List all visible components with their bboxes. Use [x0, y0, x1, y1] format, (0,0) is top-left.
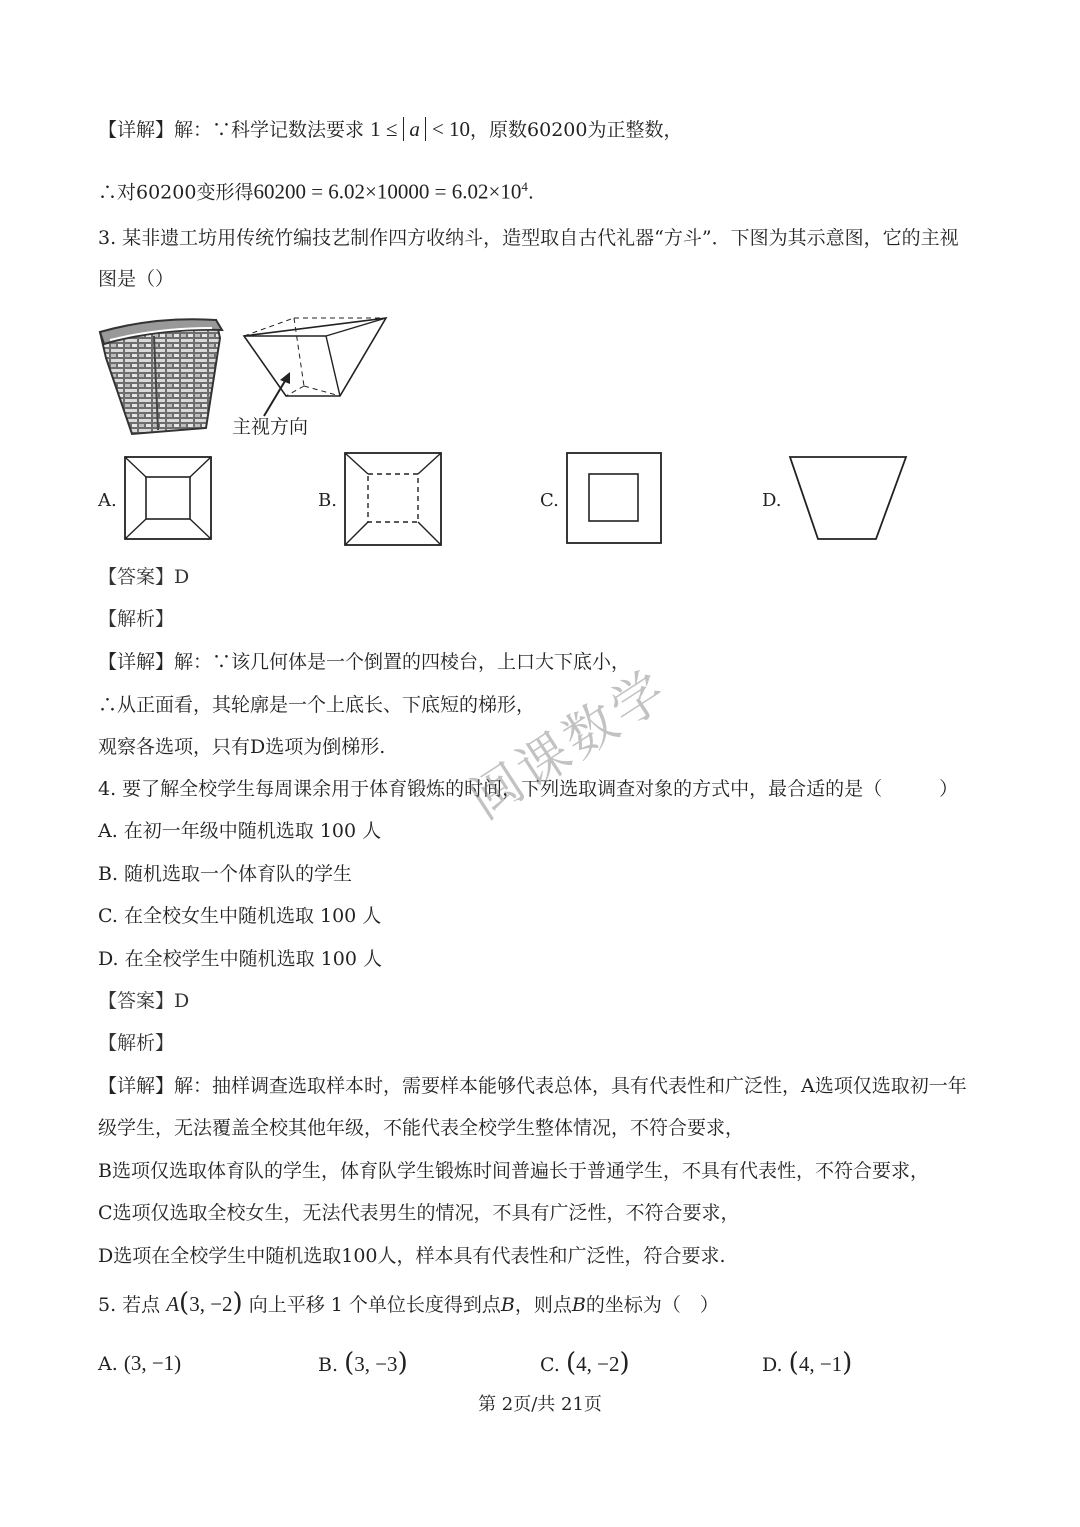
period: . [527, 181, 534, 204]
q3-option-b-label: B. [318, 490, 337, 511]
q3-option-d-figure [788, 455, 908, 541]
q4-detail-line-5: D选项在全校学生中随机选取100人，样本具有代表性和广泛性，符合要求. [98, 1245, 726, 1267]
q5-option-a-label: A. [98, 1353, 118, 1375]
q3-option-c-label: C. [540, 490, 559, 511]
q3-detail-line-1: 【详解】解：∵该几何体是一个倒置的四棱台，上口大下底小， [98, 651, 631, 673]
q3-detail-line-2: ∴从正面看，其轮廓是一个上底长、下底短的梯形， [98, 694, 536, 716]
inequality-right: < 10 [431, 117, 471, 141]
q5-option-b-label: B. [318, 1354, 339, 1376]
detail-text: 解：∵科学记数法要求 [174, 119, 365, 141]
q5-option-d: D. (4, −1) [762, 1348, 853, 1378]
detail-text-2: ，原数60200为正整数， [470, 119, 683, 141]
q5-option-b-value: 3, −3 [354, 1352, 398, 1376]
q3-option-a-label: A. [98, 490, 117, 511]
detail-label: 【详解】 [98, 119, 175, 141]
q4-detail-line-3: B选项仅选取体育队的学生，体育队学生锻炼时间普遍长于普通学生，不具有代表性，不符合要求， [98, 1160, 929, 1182]
point-a-coords: 3, −2 [189, 1292, 233, 1316]
transform-equation: 60200 = 6.02×10000 = 6.02×10 [253, 179, 522, 204]
abs-a: a [403, 117, 426, 141]
prev-detail-line-1 [98, 116, 683, 143]
q5-stem-connector: ，则点 [514, 1294, 572, 1316]
q5-option-d-value: 4, −1 [798, 1352, 843, 1376]
q4-option-c: C. 在全校女生中随机选取 100 人 [98, 905, 382, 927]
q3-analysis: 【解析】 [98, 608, 175, 630]
basket-illustration [96, 308, 228, 436]
q4-analysis: 【解析】 [98, 1032, 175, 1054]
q5-option-b: B. (3, −3) [318, 1348, 408, 1378]
point-b-name: B [500, 1294, 515, 1316]
q3-option-b-figure [344, 452, 442, 546]
q5-option-a: A. (3, −1) [98, 1351, 182, 1375]
point-b-name-2: B [571, 1294, 586, 1316]
q4-option-b: B. 随机选取一个体育队的学生 [98, 863, 353, 885]
q5-option-c: C. (4, −2) [540, 1348, 630, 1378]
q4-detail-line-2: 级学生，无法覆盖全校其他年级，不能代表全校学生整体情况，不符合要求， [98, 1117, 745, 1139]
point-a-name: A [166, 1292, 180, 1316]
q5-option-c-label: C. [540, 1354, 560, 1376]
q3-detail-line-3: 观察各选项，只有D选项为倒梯形. [98, 736, 386, 758]
q3-stem-line-2: 图是（） [98, 268, 175, 290]
q4-detail-line-4: C选项仅选取全校女生，无法代表男生的情况，不具有广泛性，不符合要求， [98, 1202, 740, 1224]
q5-option-a-value: 3, −1 [130, 1351, 175, 1375]
exponent: 4 [521, 179, 528, 194]
q5-option-d-label: D. [762, 1354, 783, 1376]
q5-option-c-value: 4, −2 [576, 1352, 620, 1376]
q4-stem: 4. 要了解全校学生每周课余用于体育锻炼的时间，下列选取调查对象的方式中，最合适的是（ ） [98, 778, 959, 800]
q5-stem-end: 的坐标为（ ） [585, 1294, 719, 1316]
transform-text: ∴对60200变形得 [98, 181, 254, 204]
page-footer: 第 2页/共 21页 [478, 1394, 602, 1415]
q4-answer: 【答案】D [98, 990, 190, 1012]
q3-answer: 【答案】D [98, 566, 190, 588]
q3-option-d-label: D. [762, 490, 782, 511]
watermark: 闽课数学 [459, 658, 680, 832]
prev-detail-line-2 [98, 174, 534, 205]
q5-stem: 5. 若点 A(3, −2) 向上平移 1 个单位长度得到点B，则点B的坐标为（ ） [98, 1288, 719, 1318]
q3-option-c-figure [566, 452, 662, 544]
view-direction-label: 主视方向 [232, 416, 309, 438]
q5-stem-middle: 向上平移 1 个单位长度得到点 [248, 1294, 501, 1316]
q4-detail-line-1: 【详解】解：抽样调查选取样本时，需要样本能够代表总体，具有代表性和广泛性，A选项仅选取初一年 [98, 1075, 967, 1097]
inequality-left: 1 ≤ [370, 117, 398, 141]
q4-option-d: D. 在全校学生中随机选取 100 人 [98, 948, 382, 970]
view-direction-arrow-icon [262, 370, 298, 420]
q3-option-a-figure [124, 456, 212, 540]
q4-option-a: A. 在初一年级中随机选取 100 人 [98, 820, 382, 842]
q5-stem-start: 5. 若点 [98, 1294, 161, 1316]
q3-stem-line-1: 3. 某非遗工坊用传统竹编技艺制作四方收纳斗，造型取自古代礼器“方斗”．下图为其示意图，它的主视 [98, 227, 959, 249]
